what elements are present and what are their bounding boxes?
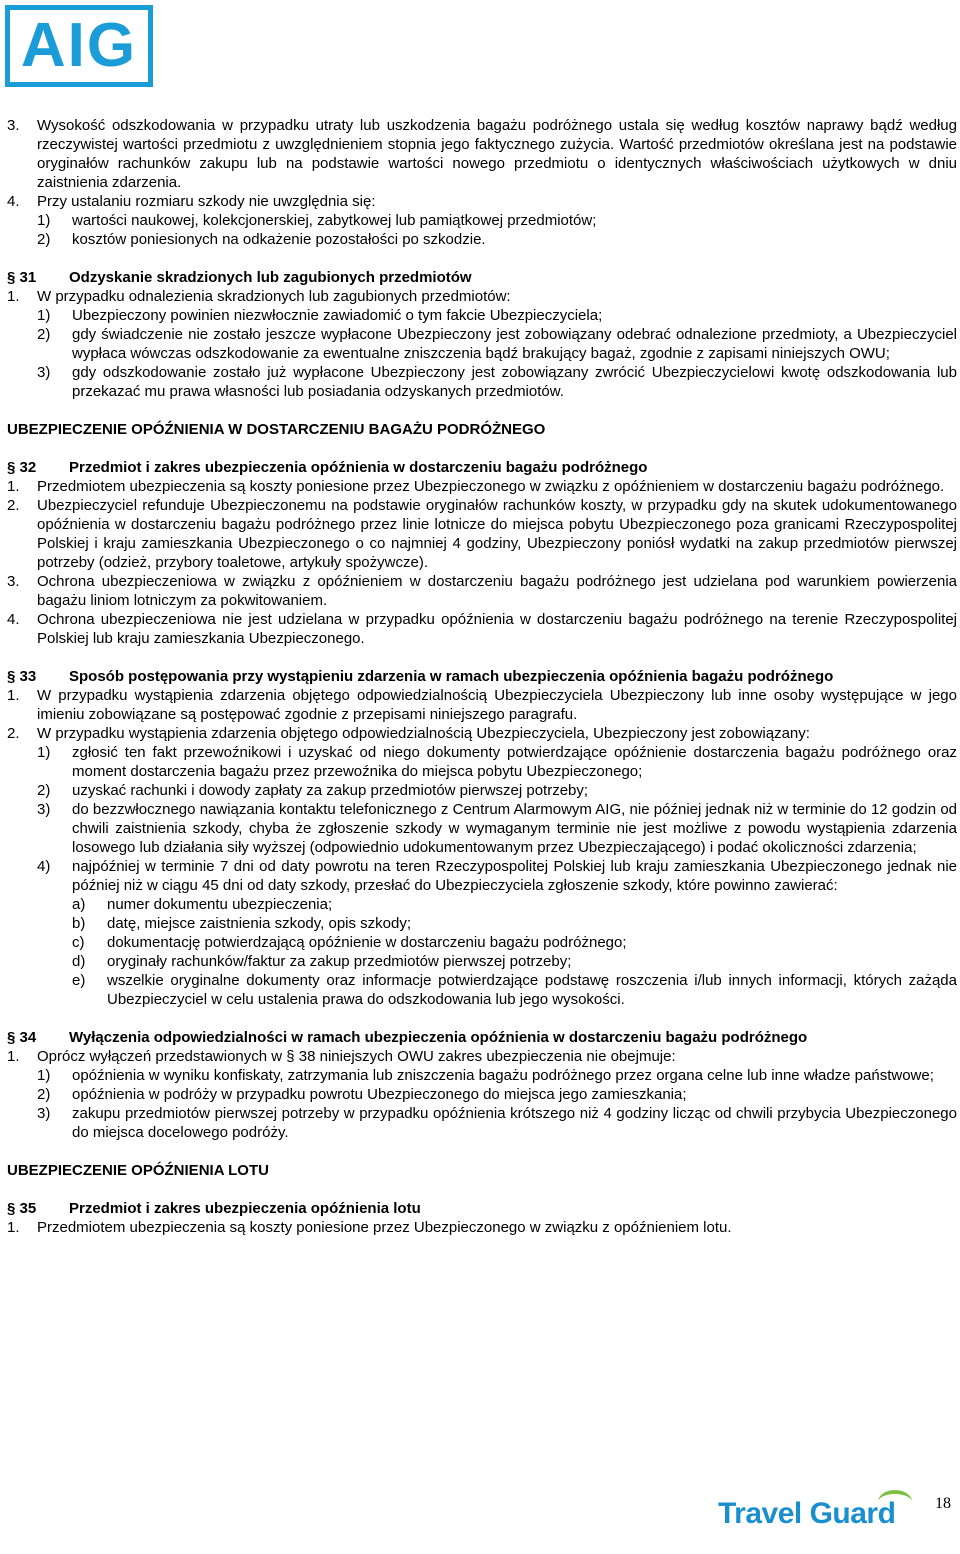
item-number: c) [72, 934, 85, 951]
item-text: Ubezpieczony powinien niezwłocznie zawiadomić o tym fakcie Ubezpieczyciela; [72, 307, 603, 324]
item-text: W przypadku odnalezienia skradzionych lub zagubionych przedmiotów: [37, 288, 511, 305]
item-number: 2) [37, 231, 51, 248]
item-number: 1. [7, 1048, 20, 1065]
item-number: 1. [7, 1219, 20, 1236]
item-text: W przypadku wystąpienia zdarzenia objętego odpowiedzialnością Ubezpieczyciela, Ubezpieczony jest zobowiązany: [37, 725, 810, 742]
item-number: 2) [37, 782, 51, 799]
item-number: 3. [7, 573, 20, 590]
item-text: gdy świadczenie nie zostało jeszcze wypłacone Ubezpieczony jest zobowiązany odebrać odnalezione przedmioty, a Ubezpieczyciel wypłaca wówczas odszkodowanie za ewentualne zniszczenia bądź brakujący bagaż, zgodnie z zapisami niniejszych OWU; [72, 326, 957, 362]
item-text: Wysokość odszkodowania w przypadku utraty lub uszkodzenia bagażu podróżnego ustala się według kosztów naprawy bądź według rzeczywistej wartości przedmiotu z uwzględnieniem stopnia jego faktycznego zużycia. Wartość przedmiotów określana jest na podstawie oryginałów rachunków zakupu lub na podstawie wartości nowego przedmiotu o identycznych właściwościach użytkowych w dniu zaistnienia zdarzenia. [37, 117, 957, 191]
item-text: oryginały rachunków/faktur za zakup przedmiotów pierwszej potrzeby; [107, 953, 572, 970]
item-text: uzyskać rachunki i dowody zapłaty za zakup przedmiotów pierwszej potrzeby; [72, 782, 589, 799]
list-subitem [7, 914, 957, 933]
list-subitem [7, 325, 957, 363]
item-text: Przedmiotem ubezpieczenia są koszty poniesione przez Ubezpieczonego w związku z opóźnieniem w dostarczeniu bagażu podróżnego. [37, 478, 945, 495]
item-number: § 35 [7, 1200, 37, 1217]
item-number: 2. [7, 497, 20, 514]
list-subitem [7, 971, 957, 1009]
item-number: 4) [37, 858, 51, 875]
item-text: Sposób postępowania przy wystąpieniu zdarzenia w ramach ubezpieczenia opóźnienia bagażu podróżnego [69, 668, 834, 685]
paragraph-item [7, 116, 957, 192]
list-subitem [7, 952, 957, 971]
paragraph-item [7, 477, 957, 496]
travel-guard-text: Travel Guard [718, 1496, 896, 1530]
travel-guard-arc-icon [878, 1490, 912, 1514]
list-subitem [7, 895, 957, 914]
list-subitem [7, 781, 957, 800]
item-text: Przedmiot i zakres ubezpieczenia opóźnienia w dostarczeniu bagażu podróżnego [69, 459, 648, 476]
item-number: e) [72, 972, 86, 989]
item-number: 2. [7, 725, 20, 742]
item-text: opóźnienia w podróży w przypadku powrotu Ubezpieczonego do miejsca jego zamieszkania; [72, 1086, 687, 1103]
item-number: § 34 [7, 1029, 37, 1046]
item-number: 1) [37, 307, 51, 324]
item-text: Wyłączenia odpowiedzialności w ramach ubezpieczenia opóźnienia w dostarczeniu bagażu podróżnego [69, 1029, 808, 1046]
item-number: 1) [37, 1067, 51, 1084]
item-number: 2) [37, 326, 51, 343]
item-text: Ubezpieczyciel refunduje Ubezpieczonemu na podstawie oryginałów rachunków koszty, w przypadku gdy na skutek udokumentowanego opóźnienia w dostarczeniu bagażu podróżnego przez linie lotnicze do miejsca pobytu Ubezpieczonego poza granicami Rzeczypospolitej Polskiej i kraju zamieszkania Ubezpieczonego o co najmniej 4 godziny, Ubezpieczony poniósł wydatki na zakup przedmiotów pierwszej potrzeby (odzież, przybory toaletowe, artykuły spożywcze). [37, 497, 957, 571]
item-text: kosztów poniesionych na odkażenie pozostałości po szkodzie. [72, 231, 486, 248]
item-text: dokumentację potwierdzającą opóźnienie w dostarczeniu bagażu podróżnego; [107, 934, 627, 951]
item-number: 3) [37, 364, 51, 381]
list-subitem [7, 1104, 957, 1142]
item-text: Oprócz wyłączeń przedstawionych w § 38 niniejszych OWU zakres ubezpieczenia nie obejmuje: [37, 1048, 676, 1065]
item-number: a) [72, 896, 86, 913]
item-number: 1) [37, 212, 51, 229]
item-text: do bezzwłocznego nawiązania kontaktu telefonicznego z Centrum Alarmowym AIG, nie później jednak niż w terminie do 12 godzin od chwili zaistnienia szkody, chyba że zgłoszenie szkody w wymaganym terminie nie jest możliwe z powodu wystąpienia zdarzenia losowego lub działania siły wyższej (odpowiednio udokumentowanym przez Ubezpieczającego) i podać okoliczności zdarzenia; [72, 801, 957, 856]
item-number: § 31 [7, 269, 37, 286]
list-subitem [7, 1085, 957, 1104]
section-heading [7, 667, 957, 686]
paragraph-item [7, 724, 957, 743]
item-number: 3. [7, 117, 20, 134]
item-number: d) [72, 953, 86, 970]
list-subitem [7, 800, 957, 857]
section-heading [7, 268, 957, 287]
item-number: 4. [7, 193, 20, 210]
item-text: wartości naukowej, kolekcjonerskiej, zabytkowej lub pamiątkowej przedmiotów; [72, 212, 597, 229]
item-text: zgłosić ten fakt przewoźnikowi i uzyskać od niego dokumenty potwierdzające opóźnienie dostarczenia bagażu podróżnego oraz moment dostarczenia bagażu przez przewoźnika do miejsca pobytu Ubezpieczonego; [72, 744, 957, 780]
item-text: wszelkie oryginalne dokumenty oraz informacje potwierdzające podstawę roszczenia i/lub innych informacji, których zażąda Ubezpieczyciel w celu ustalenia prawa do odszkodowania lub jego wysokości. [107, 972, 957, 1008]
item-text: Odzyskanie skradzionych lub zagubionych przedmiotów [69, 269, 472, 286]
item-text: W przypadku wystąpienia zdarzenia objętego odpowiedzialnością Ubezpieczyciela Ubezpieczony lub inne osoby występujące w jego imieniu zobowiązane są postępować zgodnie z przepisami niniejszego paragrafu. [37, 687, 957, 723]
item-number: 1. [7, 478, 20, 495]
item-text: Ochrona ubezpieczeniowa nie jest udzielana w przypadku opóźnienia w dostarczeniu bagażu podróżnego na terenie Rzeczypospolitej Polskiej lub kraju zamieszkania Ubezpieczonego. [37, 611, 957, 647]
item-text: Ochrona ubezpieczeniowa w związku z opóźnieniem w dostarczeniu bagażu podróżnego jest udzielana pod warunkiem powierzenia bagażu liniom lotniczym za pokwitowaniem. [37, 573, 957, 609]
list-subitem [7, 230, 957, 249]
item-number: § 32 [7, 459, 37, 476]
travel-guard-logo [718, 1488, 904, 1538]
item-text: gdy odszkodowanie zostało już wypłacone Ubezpieczony jest zobowiązany zwrócić Ubezpieczycielowi kwotę odszkodowania lub przekazać mu prawa własności lub posiadania odzyskanych przedmiotów. [72, 364, 957, 400]
item-text: najpóźniej w terminie 7 dni od daty powrotu na teren Rzeczypospolitej Polskiej lub kraju zamieszkania Ubezpieczonego jednak nie później niż w ciągu 45 dni od daty szkody, przesłać do Ubezpieczyciela zgłoszenie szkody, które powinno zawierać: [72, 858, 957, 894]
list-subitem [7, 857, 957, 895]
section-heading [7, 1199, 957, 1218]
paragraph-item [7, 1218, 957, 1237]
paragraph-item [7, 610, 957, 648]
item-text: datę, miejsce zaistnienia szkody, opis szkody; [107, 915, 412, 932]
list-subitem [7, 363, 957, 401]
paragraph-item [7, 192, 957, 211]
section-heading [7, 458, 957, 477]
item-number: § 33 [7, 668, 37, 685]
paragraph-item [7, 686, 957, 724]
item-text: numer dokumentu ubezpieczenia; [107, 896, 333, 913]
paragraph-item [7, 287, 957, 306]
paragraph-item [7, 572, 957, 610]
list-subitem [7, 306, 957, 325]
item-number: 4. [7, 611, 20, 628]
list-subitem [7, 211, 957, 230]
item-text: Przedmiot i zakres ubezpieczenia opóźnienia lotu [69, 1200, 421, 1217]
document-body [7, 116, 957, 1237]
section-heading [7, 1028, 957, 1047]
item-text: Przy ustalaniu rozmiaru szkody nie uwzględnia się: [37, 193, 376, 210]
item-text: Przedmiotem ubezpieczenia są koszty poniesione przez Ubezpieczonego w związku z opóźnieniem lotu. [37, 1219, 732, 1236]
item-number: 1. [7, 288, 20, 305]
item-number: 1) [37, 744, 51, 761]
item-number: 2) [37, 1086, 51, 1103]
item-number: 3) [37, 801, 51, 818]
item-number: 1. [7, 687, 20, 704]
part-heading: UBEZPIECZENIE OPÓŹNIENIA W DOSTARCZENIU BAGAŻU PODRÓŻNEGO [7, 421, 546, 438]
page-number: 18 [935, 1495, 951, 1512]
aig-logo [5, 5, 153, 87]
part-heading: UBEZPIECZENIE OPÓŹNIENIA LOTU [7, 1162, 269, 1179]
aig-logo-text: AIG [20, 11, 138, 80]
list-subitem [7, 743, 957, 781]
paragraph-item [7, 1047, 957, 1066]
item-text: zakupu przedmiotów pierwszej potrzeby w przypadku opóźnienia krótszego niż 4 godziny licząc od chwili przybycia Ubezpieczonego do miejsca docelowego podróży. [72, 1105, 957, 1141]
list-subitem [7, 933, 957, 952]
item-number: 3) [37, 1105, 51, 1122]
paragraph-item [7, 496, 957, 572]
item-text: opóźnienia w wyniku konfiskaty, zatrzymania lub zniszczenia bagażu podróżnego przez organa celne lub inne władze państwowe; [72, 1067, 934, 1084]
list-subitem [7, 1066, 957, 1085]
item-number: b) [72, 915, 86, 932]
